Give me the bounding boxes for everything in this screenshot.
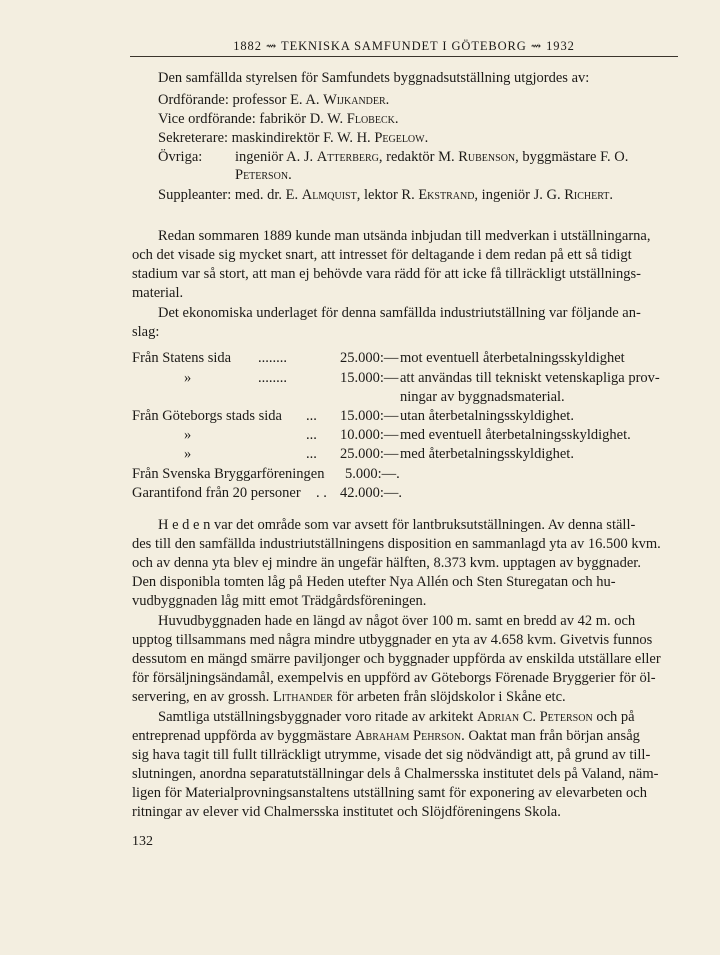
para4-last-post: för arbeten från slöjdskolor i Skåne etc. <box>336 689 566 705</box>
others-label: Övriga: <box>158 149 203 165</box>
budget-dots: ... <box>306 408 317 424</box>
para5-line <box>158 708 635 726</box>
budget-dots: ........ <box>258 350 287 366</box>
board-secretary <box>158 129 428 147</box>
header-rule <box>130 56 678 57</box>
para5-first-post: och på <box>596 709 635 725</box>
vice-name: Flobeck. <box>346 111 399 127</box>
para5-second-pre: entreprenad uppförda av byggmästare <box>132 728 352 744</box>
para1-line: Redan sommaren 1889 kunde man utsända inbjudan till medverkan i utställningarna, <box>158 228 651 244</box>
others-name-3: Peterson. <box>235 167 292 183</box>
para5-first-pre: Samtliga utställningsbyggnader voro ritade av arkitekt <box>158 709 474 725</box>
supp-name-1: Almquist, <box>301 187 361 203</box>
budget-note: att användas till tekniskt vetenskapliga prov- <box>400 370 660 386</box>
para5-second-name: Abraham Pehrson. <box>355 728 465 744</box>
board-others <box>235 148 628 166</box>
para4-line: Huvudbyggnaden hade en längd av något över 100 m. samt en bredd av 42 m. och <box>158 613 636 629</box>
budget-source: Från Göteborgs stads sida <box>132 408 282 424</box>
para5-line: ligen för Materialprovningsanstaltens utställning samt för exponering av elevarbeten och <box>132 785 647 801</box>
para5-line: ritningar av elever vid Chalmersska institutet och Slöjdföreningens Skola. <box>132 804 561 820</box>
para4-line: för försäljningsändamål, exempelvis en uppförd av Göteborgs Förenade Bryggerier för öl- <box>132 670 656 686</box>
para1-line: stadium var så stort, att man ej behövde vara rädd för att icke få tillräckligt utställnings- <box>132 266 641 282</box>
budget-note: med eventuell återbetalningsskyldighet. <box>400 427 631 443</box>
para2-line: slag: <box>132 324 160 340</box>
para4-line: dessutom en mängd smärre paviljonger och byggnader uppförda av enskilda utställare eller <box>132 651 661 667</box>
others-text-3: byggmästare F. O. <box>522 149 629 165</box>
chair-label: Ordförande: <box>158 92 229 108</box>
budget-note: utan återbetalningsskyldighet. <box>400 408 574 424</box>
budget-dots: ... <box>306 427 317 443</box>
vice-label: Vice ordförande: <box>158 111 256 127</box>
budget-note: med återbetalningsskyldighet. <box>400 446 574 462</box>
others-name-2: Rubenson, <box>458 149 519 165</box>
sec-label: Sekreterare: <box>158 130 229 146</box>
others-text-2: redaktör M. <box>386 149 455 165</box>
para4-line: upptog tillsammans med några mindre utbyggnader en yta av 4.658 kvm. Givetvis funnos <box>132 632 653 648</box>
budget-amount: 15.000:— <box>340 408 399 424</box>
chair-name: Wijkander. <box>323 92 390 108</box>
budget-amount: 42.000:—. <box>340 485 403 501</box>
vice-text: fabrikör D. W. <box>259 111 344 127</box>
para2-line: Det ekonomiska underlaget för denna samfällda industriutställning var följande an- <box>158 305 641 321</box>
budget-amount: 10.000:— <box>340 427 399 443</box>
budget-note: mot eventuell återbetalningsskyldighet <box>400 350 625 366</box>
board-chair <box>158 91 389 109</box>
budget-source: » <box>184 427 192 443</box>
sec-text: maskindirektör F. W. H. <box>231 130 371 146</box>
budget-source: Från Statens sida <box>132 350 232 366</box>
budget-amount: 25.000:— <box>340 446 399 462</box>
para5-first-name: Adrian C. Peterson <box>476 709 593 725</box>
budget-amount: 5.000:—. <box>345 466 400 482</box>
para1-line: material. <box>132 285 184 301</box>
budget-source: » <box>184 446 192 462</box>
para3-line: des till den samfällda industriutställningens disposition en sammanlagd yta av 16.500 kvm. <box>132 536 661 552</box>
para5-line: sig hava tagit till fullt tillräckligt utrymme, visade det sig nödvändigt att, på grund av till- <box>132 747 651 763</box>
others-name-1: Atterberg, <box>316 149 383 165</box>
budget-amount: 25.000:— <box>340 350 399 366</box>
para4-last-pre: servering, en av grossh. <box>132 689 270 705</box>
budget-amount: 15.000:— <box>340 370 399 386</box>
budget-source: » <box>184 370 192 386</box>
budget-note: ningar av byggnadsmaterial. <box>400 389 565 405</box>
supp-label: Suppleanter: <box>158 187 232 203</box>
budget-dots: ........ <box>258 370 287 386</box>
para4-line <box>132 688 566 706</box>
para3-line: Den disponibla tomten låg på Heden utefter Nya Allén och Sten Sturegatan och hu- <box>132 574 616 590</box>
para5-line: slutningen, anordna separatutställningar dels å Chalmersska institutet dels på Valand, näm- <box>132 766 659 782</box>
page-number: 132 <box>132 834 153 849</box>
supp-text-3: ingeniör J. G. <box>481 187 561 203</box>
board-vice <box>158 110 398 128</box>
sec-name: Pegelow. <box>374 130 429 146</box>
para4-last-name: Lithander <box>272 689 333 705</box>
para5-line <box>132 727 640 745</box>
supp-name-3: Richert. <box>564 187 614 203</box>
chair-text: professor E. A. <box>232 92 320 108</box>
budget-dots: ... <box>306 446 317 462</box>
supp-text-2: lektor R. <box>363 187 415 203</box>
board-suppleants <box>158 186 613 204</box>
para3-line: och av denna yta blev ej mindre än ungefär hälften, 8.373 kvm. upptagen av byggnader. <box>132 555 641 571</box>
para5-second-post: Oaktat man från början ansåg <box>468 728 640 744</box>
para3-line: vudbyggnaden låg mitt emot Trädgårdsföreningen. <box>132 593 427 609</box>
supp-text-1: med. dr. E. <box>234 187 299 203</box>
para1-line: och det visade sig mycket snart, att intresset för deltagande i dem redan på ett så tidigt <box>132 247 632 263</box>
budget-dots: . . <box>316 485 327 501</box>
others-text-1: ingeniör A. J. <box>235 149 314 165</box>
running-head: 1882 ⇝ TEKNISKA SAMFUNDET I GÖTEBORG ⇝ 1932 <box>233 39 575 53</box>
para3-line: H e d e n var det område som var avsett för lantbruksutställningen. Av denna ställ- <box>158 517 636 533</box>
budget-source: Garantifond från 20 personer <box>132 485 301 501</box>
budget-source: Från Svenska Bryggarföreningen <box>132 466 325 482</box>
board-intro: Den samfällda styrelsen för Samfundets byggnadsutställning utgjordes av: <box>158 70 590 86</box>
supp-name-2: Ekstrand, <box>418 187 479 203</box>
